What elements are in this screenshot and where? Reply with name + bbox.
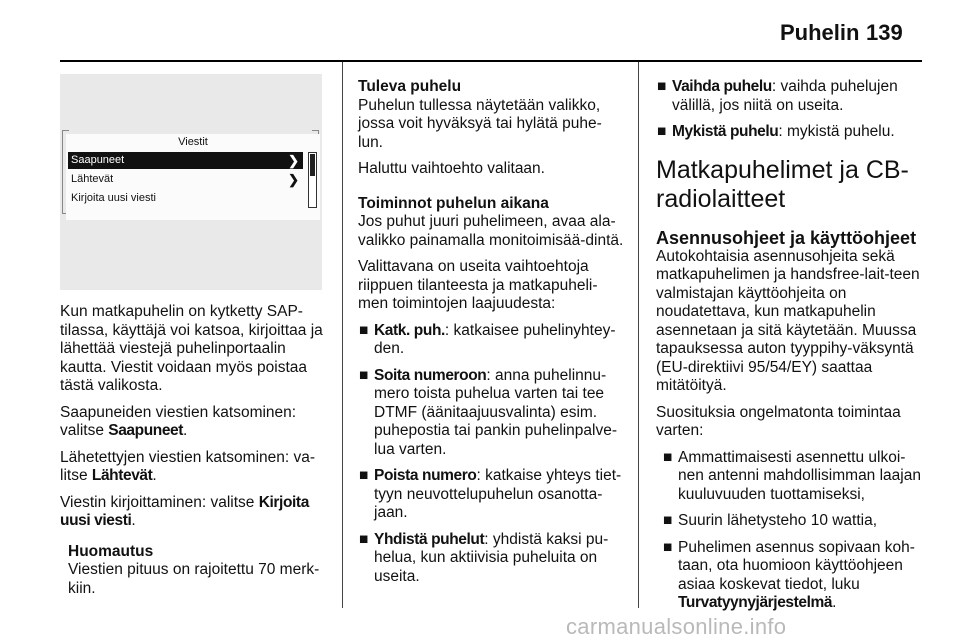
subsection-heading: Asennusohjeet ja käyttöohjeet bbox=[656, 227, 917, 248]
note-box bbox=[60, 543, 330, 599]
menu-item-kirjoita bbox=[68, 190, 303, 207]
list-item: ■ Soita numeroon: anna puhelinnu-mero toista puhelua varten tai tee DTMF (äänitaajuusvalinta) esim. puhepostia tai pankin puhelinpalve-lua varten. bbox=[359, 366, 618, 458]
note-text: Viestien pituus on rajoitettu 70 merk-kiin. bbox=[68, 561, 320, 597]
column-divider bbox=[342, 62, 343, 608]
list-item: ■ Yhdistä puhelut: yhdistä kaksi pu-helua, kun aktiivisia puheluita on useita. bbox=[359, 530, 609, 585]
chevron-right-icon: ❯ bbox=[288, 172, 299, 187]
display-screen bbox=[66, 134, 320, 220]
menu-item-label: Kirjoita uusi viesti bbox=[71, 192, 156, 204]
column-3 bbox=[656, 78, 926, 621]
recommendations-list bbox=[656, 449, 926, 613]
list-item: ■ Suurin lähetysteho 10 wattia, bbox=[663, 512, 878, 529]
screen-scrollbar bbox=[308, 152, 317, 208]
section-heading: Matkapuhelimet ja CB-radiolaitteet bbox=[656, 155, 909, 213]
square-bullet-icon: ■ bbox=[663, 448, 673, 466]
list-item: ■ Ammattimaisesti asennettu ulkoi-nen antenni mahdollisimman laajan kuuluvuuden tuottamiseksi, bbox=[663, 448, 921, 503]
square-bullet-icon: ■ bbox=[359, 366, 369, 384]
column-divider bbox=[638, 62, 639, 608]
scrollbar-thumb bbox=[310, 154, 315, 176]
column-2 bbox=[358, 78, 626, 594]
list-item: ■ Puhelimen asennus sopivaan koh-taan, ota huomioon käyttöohjeen asiaa koskevat tiedot, luku Turvatyynyjärjestelmä. bbox=[663, 538, 915, 611]
compose-instruction: Viestin kirjoittaminen: valitse Kirjoita uusi viesti. bbox=[60, 493, 309, 529]
call-options-list-continued bbox=[656, 78, 926, 142]
square-bullet-icon: ■ bbox=[663, 512, 673, 529]
during-paragraph-1: Jos puhut juuri puhelimeen, avaa ala-valikko painamalla monitoimisää-dintä. bbox=[358, 213, 624, 249]
list-item: ■ Vaihda puhelu: vaihda puhelujen välillä, jos niitä on useita. bbox=[657, 78, 898, 114]
incoming-paragraph: Puhelun tullessa näytetään valikko, jossa voit hyväksyä tai hylätä puhe-lun. bbox=[358, 96, 602, 151]
note-title: Huomautus bbox=[68, 542, 154, 560]
recommendations-intro: Suosituksia ongelmatonta toimintaa varten: bbox=[656, 403, 901, 439]
installation-paragraph: Autokohtaisia asennusohjeita sekä matkapuhelimen ja handsfree-lait-teen valmistajan käyttöohjeita on noudatettava, kun matkapuhelin asennetaan ja sitä käytetään. Muussa tapauksessa auton tyyppihy-väksyntä (EU-direktiivi 95/54/EY) saattaa mitätöityä. bbox=[656, 247, 920, 394]
header-rule bbox=[60, 60, 922, 62]
messages-menu-figure bbox=[60, 74, 322, 290]
menu-item-label: Lähtevät bbox=[71, 173, 114, 185]
square-bullet-icon: ■ bbox=[359, 530, 369, 548]
square-bullet-icon: ■ bbox=[657, 78, 667, 95]
heading-incoming-call: Tuleva puhelu bbox=[358, 78, 462, 95]
square-bullet-icon: ■ bbox=[359, 321, 369, 339]
during-paragraph-2: Valittavana on useita vaihtoehtoja riippuen tilanteesta ja matkapuheli-men toimintojen laajuudesta: bbox=[358, 258, 598, 312]
menu-item-saapuneet bbox=[68, 152, 303, 169]
column-1 bbox=[60, 303, 330, 598]
menu-item-label: Saapuneet bbox=[71, 154, 125, 166]
square-bullet-icon: ■ bbox=[657, 123, 667, 140]
square-bullet-icon: ■ bbox=[663, 538, 673, 556]
page-title: Puhelin bbox=[780, 20, 860, 45]
chevron-right-icon: ❯ bbox=[288, 153, 299, 168]
list-item: ■ Katk. puh.: katkaisee puhelinyhtey-den. bbox=[359, 321, 616, 357]
heading-during-call: Toiminnot puhelun aikana bbox=[358, 194, 549, 212]
page-number: 139 bbox=[866, 20, 903, 45]
square-bullet-icon: ■ bbox=[359, 467, 369, 484]
list-item: ■ Poista numero: katkaise yhteys tiet-tyyn neuvottelupuhelun osanotta-jaan. bbox=[359, 467, 622, 521]
intro-paragraph: Kun matkapuhelin on kytketty SAP-tilassa, käyttäjä voi katsoa, kirjoittaa ja lähettää viestejä puhelinportaalin kautta. Viestit voidaan myös poistaa tästä valikosta. bbox=[60, 303, 323, 394]
select-paragraph: Haluttu vaihtoehto valitaan. bbox=[358, 160, 545, 177]
watermark: carmanualsonline.info bbox=[566, 614, 787, 639]
inbox-instruction: Saapuneiden viestien katsominen: valitse Saapuneet. bbox=[60, 403, 297, 439]
sent-instruction: Lähetettyjen viestien katsominen: va-litse Lähtevät. bbox=[60, 448, 316, 484]
call-options-list bbox=[358, 322, 626, 587]
page-header bbox=[0, 0, 960, 60]
menu-item-lahtevat bbox=[68, 171, 303, 188]
list-item: ■ Mykistä puhelu: mykistä puhelu. bbox=[657, 123, 895, 140]
screen-title: Viestit bbox=[178, 136, 208, 148]
